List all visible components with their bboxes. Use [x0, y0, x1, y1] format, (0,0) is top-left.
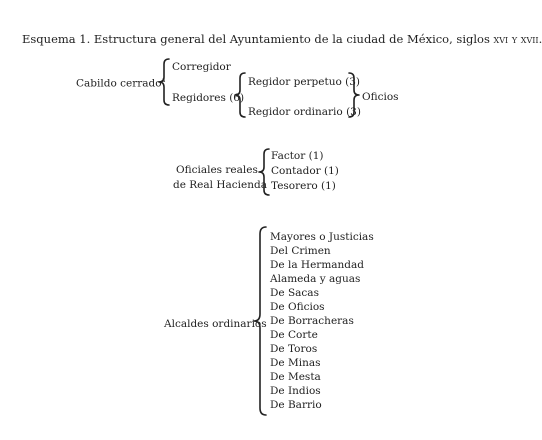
title-period: . — [538, 32, 542, 46]
regidor-ordinario-label: Regidor ordinario (3) — [248, 106, 361, 118]
alcaldes-item: Alameda y aguas — [270, 273, 361, 285]
oficiales-label-line2: de Real Hacienda — [173, 179, 267, 191]
oficiales-brace — [258, 148, 270, 196]
alcaldes-item: De Toros — [270, 343, 318, 355]
cabildo-cerrado-text: Cabildo cerrado — [76, 77, 162, 90]
alcaldes-item: De Borracheras — [270, 315, 354, 327]
cabildo-cerrado-label — [76, 78, 165, 89]
title-centuries: xvi y xvii — [493, 32, 539, 46]
oficiales-item-factor: Factor (1) — [271, 150, 324, 162]
alcaldes-item: De la Hermandad — [270, 259, 364, 271]
oficiales-label-line1: Oficiales reales — [176, 164, 258, 176]
alcaldes-item: De Minas — [270, 357, 321, 369]
regidor-perpetuo-label: Regidor perpetuo (3) — [248, 76, 361, 88]
alcaldes-item: De Barrio — [270, 399, 322, 411]
alcaldes-item: Mayores o Justicias — [270, 231, 374, 243]
footnote-mark: a — [161, 77, 166, 84]
oficiales-item-contador: Contador (1) — [271, 165, 339, 177]
oficiales-item-tesorero: Tesorero (1) — [271, 180, 336, 192]
cabildo-left-brace — [158, 58, 170, 106]
alcaldes-list — [270, 230, 374, 412]
alcaldes-ordinarios-label: Alcaldes ordinarios — [164, 318, 267, 330]
regidores-label: Regidores (6) — [172, 92, 245, 104]
regidores-left-brace — [234, 72, 246, 118]
alcaldes-item: De Oficios — [270, 301, 325, 313]
alcaldes-item: Del Crimen — [270, 245, 331, 257]
regidores-right-brace — [348, 72, 360, 118]
alcaldes-item: De Corte — [270, 329, 318, 341]
oficios-label: Oficios — [362, 91, 399, 103]
alcaldes-brace — [253, 226, 267, 416]
title-text: Esquema 1. Estructura general del Ayuntamiento de la ciudad de México, siglos — [22, 32, 494, 46]
corregidor-label: Corregidor — [172, 61, 231, 73]
alcaldes-item: De Sacas — [270, 287, 319, 299]
alcaldes-item: De Indios — [270, 385, 321, 397]
diagram-title — [22, 34, 542, 46]
alcaldes-item: De Mesta — [270, 371, 321, 383]
